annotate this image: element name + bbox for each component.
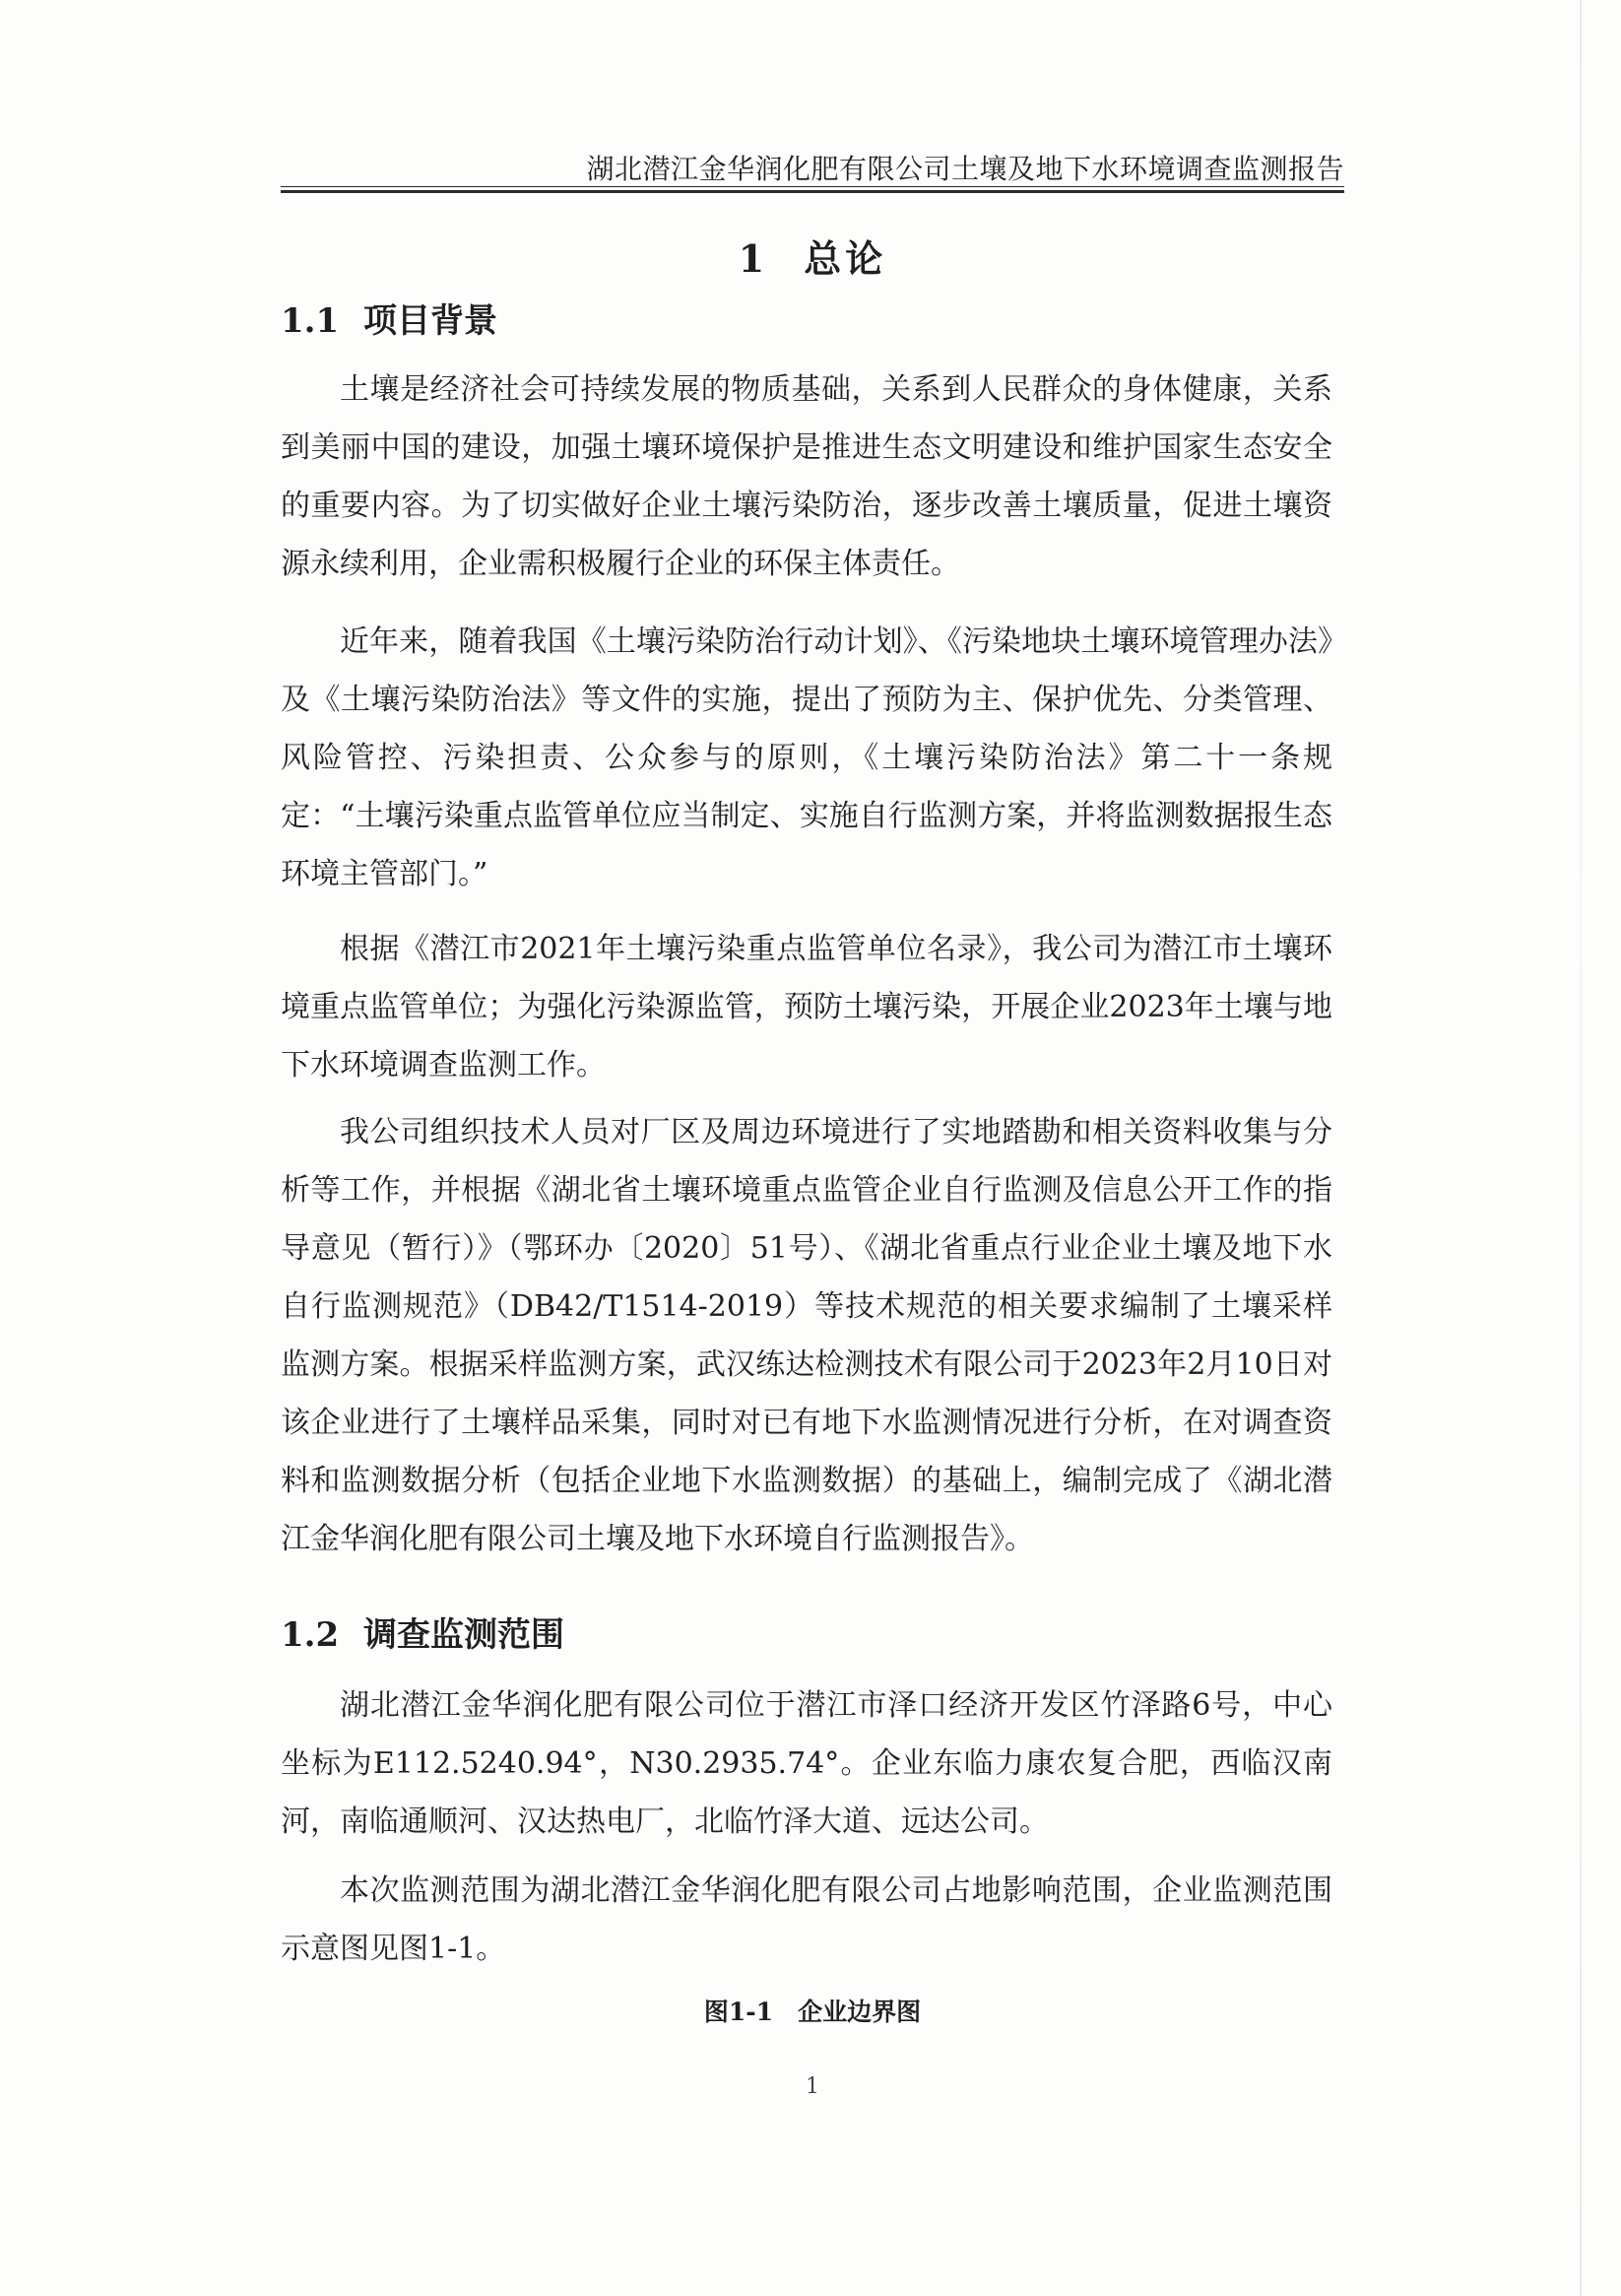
section-title: 项目背景 bbox=[363, 301, 497, 341]
scan-edge-artifact bbox=[1580, 0, 1582, 2296]
figure-caption: 图1-1 企业边界图 bbox=[703, 1998, 922, 2026]
section-heading-1-1 bbox=[281, 294, 497, 342]
section-title: 调查监测范围 bbox=[363, 1615, 564, 1655]
header-rule bbox=[281, 186, 1344, 187]
running-header: 湖北潜江金华润化肥有限公司土壤及地下水环境调查监测报告 bbox=[586, 153, 1344, 185]
paragraph: 近年来，随着我国《土壤污染防治行动计划》、《污染地块土壤环境管理办法》及《土壤污染防治法》等文件的实施，提出了预防为主、保护优先、分类管理、风险管控、污染担责、公众参与的原则，《土壤污染防治法》第二十一条规定：“土壤污染重点监管单位应当制定、实施自行监测方案，并将监测数据报生态环境主管部门。” bbox=[281, 624, 1332, 891]
section-number: 1.1 bbox=[281, 301, 340, 341]
page-number: 1 bbox=[806, 2074, 819, 2099]
paragraph: 土壤是经济社会可持续发展的物质基础，关系到人民群众的身体健康，关系到美丽中国的建设，加强土壤环境保护是推进生态文明建设和维护国家生态安全的重要内容。为了切实做好企业土壤污染防治，逐步改善土壤质量，促进土壤资源永续利用，企业需积极履行企业的环保主体责任。 bbox=[281, 372, 1332, 581]
chapter-number: 1 bbox=[738, 236, 769, 281]
section-heading-1-2 bbox=[281, 1607, 564, 1656]
paragraph: 湖北潜江金华润化肥有限公司位于潜江市泽口经济开发区竹泽路6号，中心坐标为E112.5240.94°，N30.2935.74°。企业东临力康农复合肥，西临汉南河，南临通顺河、汉达热电厂，北临竹泽大道、远达公司。 bbox=[281, 1688, 1332, 1839]
section-number: 1.2 bbox=[281, 1615, 340, 1655]
paragraph: 我公司组织技术人员对厂区及周边环境进行了实地踏勘和相关资料收集与分析等工作，并根据《湖北省土壤环境重点监管企业自行监测及信息公开工作的指导意见（暂行）》（鄂环办〔2020〕51号）、《湖北省重点行业企业土壤及地下水自行监测规范》（DB42/T1514-2019）等技术规范的相关要求编制了土壤采样监测方案。根据采样监测方案，武汉练达检测技术有限公司于2023年2月10日对该企业进行了土壤样品采集，同时对已有地下水监测情况进行分析，在对调查资料和监测数据分析（包括企业地下水监测数据）的基础上，编制完成了《湖北潜江金华润化肥有限公司土壤及地下水环境自行监测报告》。 bbox=[281, 1115, 1332, 1556]
paragraph: 根据《潜江市2021年土壤污染重点监管单位名录》，我公司为潜江市土壤环境重点监管单位；为强化污染源监管，预防土壤污染，开展企业2023年土壤与地下水环境调查监测工作。 bbox=[281, 932, 1332, 1082]
paragraph: 本次监测范围为湖北潜江金华润化肥有限公司占地影响范围，企业监测范围示意图见图1-1。 bbox=[281, 1873, 1332, 1966]
header-rule-thick bbox=[281, 190, 1344, 193]
chapter-title bbox=[281, 229, 1344, 283]
chapter-title-text: 总论 bbox=[804, 236, 887, 281]
